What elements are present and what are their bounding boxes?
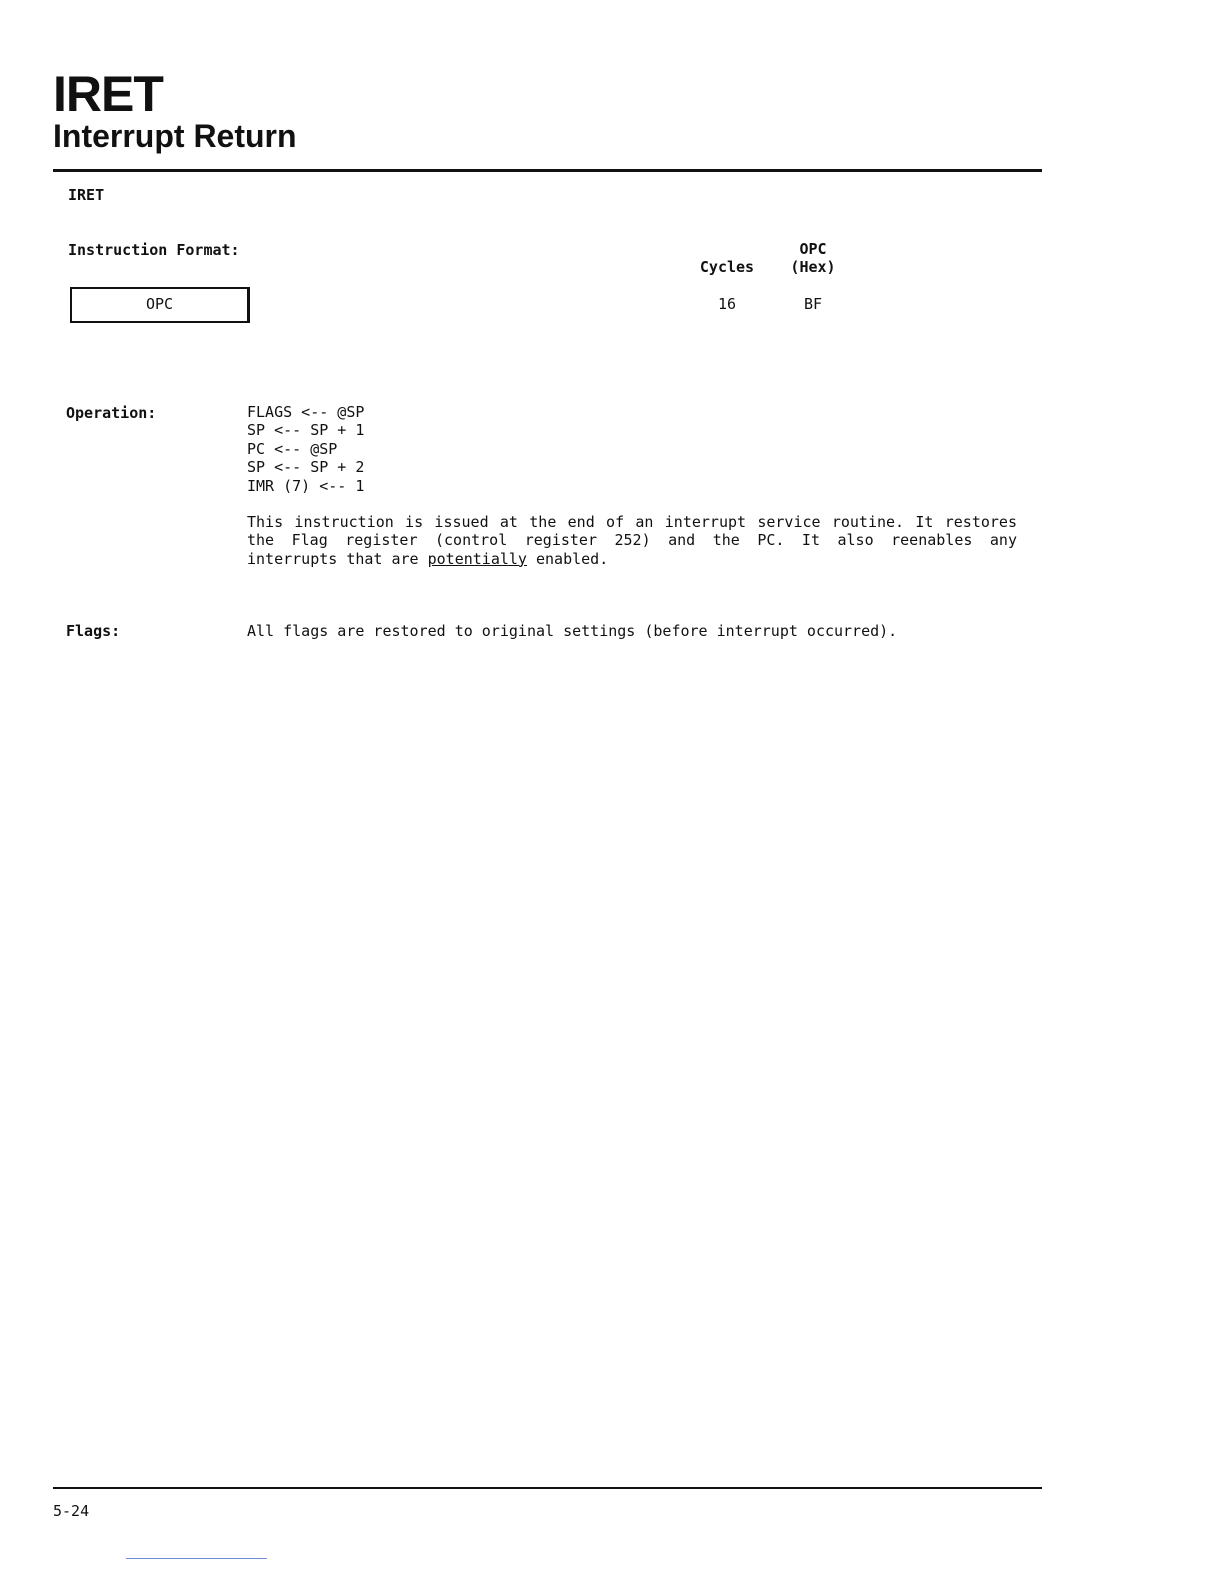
description-line: the Flag register (control register 252) and the PC. It also reenables any [247, 531, 1017, 550]
instruction-syntax: IRET [68, 186, 105, 204]
operation-steps [247, 403, 364, 495]
bottom-edge-line [126, 1558, 267, 1559]
page-number: 5-24 [53, 1502, 90, 1520]
description-text: interrupts that are [247, 549, 428, 568]
header-rule [53, 169, 1042, 172]
opc-header-line2: (Hex) [790, 258, 836, 276]
opc-box-label: OPC [145, 295, 174, 313]
page-title: IRET [53, 66, 163, 122]
operation-step: SP <-- SP + 2 [247, 458, 365, 477]
opc-hex-value: BF [803, 295, 823, 313]
operation-step: IMR (7) <-- 1 [247, 476, 365, 495]
description-text: enabled. [526, 549, 609, 568]
flags-label: Flags: [66, 622, 121, 640]
operation-step: PC <-- @SP [247, 439, 338, 458]
cycles-header: Cycles [699, 258, 755, 276]
opc-format-box [70, 287, 250, 323]
opc-header-line1: OPC [799, 240, 827, 258]
flags-text: All flags are restored to original settings (before interrupt occurred). [247, 622, 898, 640]
operation-description [247, 513, 1017, 568]
footer-rule [53, 1487, 1042, 1489]
description-line [247, 550, 1017, 568]
underlined-word: potentially [427, 549, 527, 568]
operation-label: Operation: [66, 404, 157, 422]
instruction-format-label: Instruction Format: [68, 241, 240, 259]
page-subtitle: Interrupt Return [53, 118, 297, 154]
operation-step: SP <-- SP + 1 [247, 421, 365, 440]
description-line: This instruction is issued at the end of an interrupt service routine. It restores [247, 513, 1017, 531]
cycles-value: 16 [717, 295, 737, 313]
operation-step: FLAGS <-- @SP [247, 403, 365, 421]
